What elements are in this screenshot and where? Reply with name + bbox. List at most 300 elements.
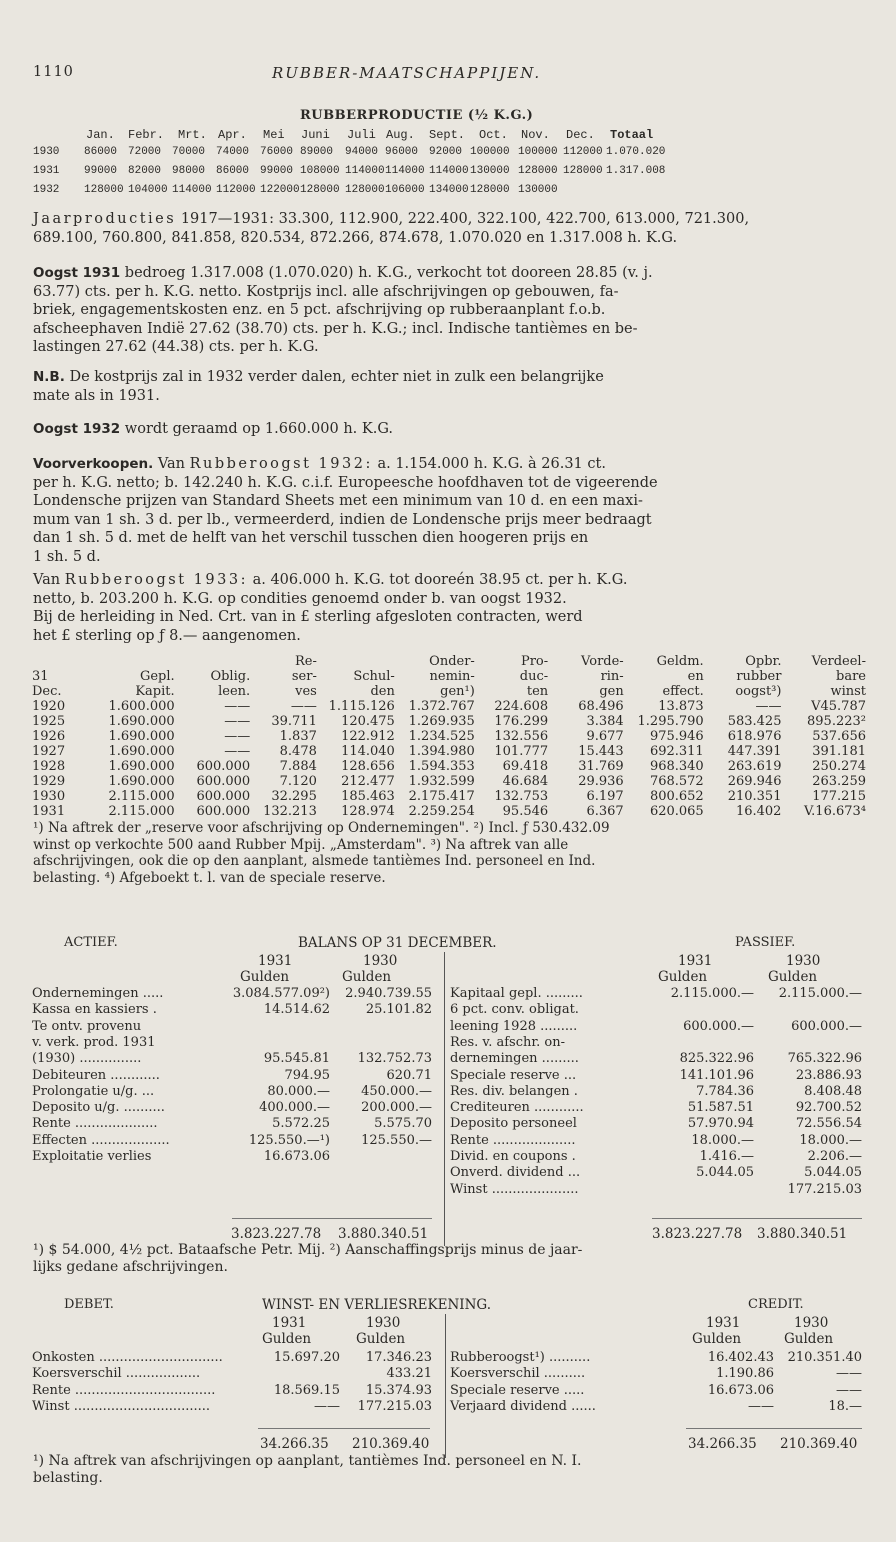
value-cell: —— — [224, 729, 251, 744]
value-cell: 1.690.000 — [108, 759, 175, 774]
year-cell: 1927 — [32, 744, 66, 759]
account-label: leening 1928 ......... — [450, 1018, 578, 1034]
value-cell: 99000 — [84, 165, 118, 177]
value-cell: 31.769 — [578, 759, 624, 774]
account-row — [450, 1149, 866, 1164]
value-cell: 1.594.353 — [408, 759, 475, 774]
header-cell: en — [687, 669, 704, 684]
passief-title: PASSIEF. — [735, 935, 796, 950]
account-label: Onkosten .............................. — [32, 1350, 223, 1365]
balans-title: BALANS OP 31 DECEMBER. — [298, 935, 497, 951]
value-cell: 1.317.008 — [606, 165, 666, 177]
header-cell: ser- — [291, 669, 317, 684]
value-cell: 128000 — [518, 165, 558, 177]
account-label: Prolongatie u/g. ... — [32, 1083, 155, 1099]
header-cell: gen¹) — [440, 684, 475, 699]
value-cell: 128.974 — [341, 804, 395, 819]
value-cell: 7.884 — [279, 759, 317, 774]
text-line: 1 sh. 5 d. — [33, 548, 101, 565]
account-value: 2.940.739.55 — [345, 986, 432, 1001]
account-value: 72.556.54 — [795, 1116, 862, 1132]
text-line: Londensche prijzen van Standard Sheets met een minimum van 10 d. en een maxi- — [33, 493, 643, 509]
production-title: RUBBERPRODUCTIE (½ K.G.) — [300, 108, 534, 123]
value-cell: 114.040 — [341, 744, 395, 759]
value-cell: 975.946 — [649, 729, 704, 744]
account-value: 16.402.43 — [707, 1350, 774, 1365]
actief-total-1931: 3.823.227.78 — [231, 1226, 322, 1242]
account-row — [450, 986, 866, 1001]
text-line: 63.77) cts. per h. K.G. netto. Kostprijs incl. alle afschrijvingen op gebouwen, fa- — [33, 283, 619, 300]
account-value: 15.374.93 — [365, 1382, 432, 1398]
text-line: mate als in 1931. — [33, 387, 160, 404]
month-header: Juli — [347, 128, 376, 142]
month-header: Febr. — [128, 128, 165, 142]
account-label: Exploitatie verlies — [32, 1149, 152, 1164]
account-label: Koersverschil .................. — [32, 1366, 201, 1382]
text-line: dan 1 sh. 5 d. met de helft van het verschil tusschen dien hoogeren prijs en — [33, 530, 589, 546]
account-row — [450, 1019, 866, 1034]
value-cell: 2.115.000 — [108, 804, 175, 819]
credit-title: CREDIT. — [748, 1297, 804, 1312]
value-cell: 391.181 — [812, 744, 866, 759]
value-cell: 1.269.935 — [408, 714, 475, 729]
header-cell — [319, 654, 397, 669]
account-row — [450, 1350, 866, 1365]
value-cell: 112000 — [563, 146, 603, 158]
month-header: Juni — [301, 128, 330, 142]
account-value: 80.000.— — [267, 1083, 330, 1099]
header-cell: duc- — [519, 669, 549, 684]
account-row — [32, 1002, 436, 1017]
history-row — [30, 744, 868, 759]
account-row — [32, 1350, 436, 1365]
unit-header: Gulden — [784, 1331, 834, 1347]
header-cell: 31 — [32, 669, 49, 684]
account-label: Ondernemingen ..... — [32, 986, 164, 1001]
unit-header: Gulden — [262, 1331, 312, 1347]
passief-total-1930: 3.880.340.51 — [757, 1226, 848, 1242]
value-cell: 1.690.000 — [108, 729, 175, 744]
account-value: 23.886.93 — [795, 1067, 862, 1083]
account-row — [32, 1084, 436, 1099]
debet-title: DEBET. — [64, 1297, 114, 1312]
value-cell: 600.000 — [196, 804, 251, 819]
value-cell: 82000 — [128, 165, 162, 177]
value-cell: 100000 — [518, 146, 558, 158]
account-row — [32, 1116, 436, 1131]
account-label: dernemingen ......... — [450, 1051, 579, 1067]
account-value: 17.346.23 — [365, 1350, 432, 1365]
value-cell: 177.215 — [812, 789, 866, 804]
value-cell: 134000 — [429, 184, 469, 196]
total-rule — [686, 1428, 862, 1429]
header-cell: Gepl. — [139, 669, 175, 684]
account-value: 18.— — [828, 1398, 862, 1414]
account-value: —— — [748, 1398, 774, 1414]
footnote-line: belasting. ⁴) Afgeboekt t. l. van de speciale reserve. — [33, 869, 386, 886]
history-table — [30, 654, 868, 819]
year-cell: 1920 — [32, 699, 66, 714]
value-cell: 1.837 — [279, 729, 317, 744]
account-label: Rente .................................. — [32, 1382, 216, 1398]
header-cell: Verdeel- — [811, 654, 866, 669]
value-cell: 108000 — [300, 165, 340, 177]
value-cell: 94000 — [345, 146, 379, 158]
header-cell — [177, 654, 253, 669]
account-value: 5.572.25 — [272, 1116, 330, 1132]
value-cell: 6.197 — [586, 789, 624, 804]
passief-total-1931: 3.823.227.78 — [652, 1226, 743, 1242]
actief-total-1930: 3.880.340.51 — [338, 1226, 429, 1242]
history-header-row — [30, 684, 868, 699]
year-cell: 1926 — [32, 729, 66, 744]
unit-header: Gulden — [692, 1331, 742, 1347]
account-row — [450, 1133, 866, 1148]
production-text — [33, 210, 865, 247]
header-cell: Onder- — [429, 654, 475, 669]
account-value: 15.697.20 — [273, 1350, 340, 1365]
year-cell: 1925 — [32, 714, 66, 729]
account-value: 95.545.81 — [263, 1051, 330, 1067]
year-cell: 1929 — [32, 774, 66, 789]
unit-header: Gulden — [342, 969, 392, 985]
account-label: Winst ................................. — [32, 1398, 211, 1414]
year-header: 1931 — [258, 953, 293, 969]
voorverkoop-lead: Voorverkoopen. — [33, 456, 154, 472]
value-cell: 1.690.000 — [108, 744, 175, 759]
account-value: 2.115.000.— — [670, 986, 754, 1001]
value-cell: —— — [290, 699, 317, 714]
footnote-line: ¹) $ 54.000, 4½ pct. Bataafsche Petr. Mij. ²) Aanschaffingsprijs minus de jaar- — [33, 1242, 583, 1258]
value-cell: 76000 — [260, 146, 294, 158]
account-value: 5.575.70 — [374, 1116, 432, 1132]
value-cell: 132.213 — [263, 804, 317, 819]
value-cell: 92000 — [429, 146, 463, 158]
text-line: mum van 1 sh. 3 d. per lb., vermeerderd, indien de Londensche prijs meer bedraagt — [33, 511, 652, 528]
account-value: 600.000.— — [791, 1018, 862, 1034]
value-cell: 1.234.525 — [408, 729, 475, 744]
account-row — [32, 1366, 436, 1381]
nb-lead: N.B. — [33, 369, 65, 385]
account-value: 18.000.— — [691, 1132, 754, 1148]
account-label: Effecten ................... — [32, 1132, 170, 1148]
oogst-1931-lead: Oogst 1931 — [33, 265, 121, 281]
account-label: Kassa en kassiers . — [32, 1002, 157, 1018]
account-label: Te ontv. provenu — [32, 1018, 142, 1034]
header-cell: Schul- — [353, 669, 395, 684]
account-label: Divid. en coupons . — [450, 1149, 576, 1164]
year-header: 1931 — [706, 1315, 741, 1331]
header-cell: den — [370, 684, 395, 699]
account-label: Kapitaal gepl. ......... — [450, 986, 583, 1001]
account-value: —— — [836, 1366, 862, 1382]
footnote-line: ¹) Na aftrek van afschrijvingen op aanplant, tantièmes Ind. personeel en N. I. — [33, 1453, 582, 1469]
text-line: bedroeg 1.317.008 (1.070.020) h. K.G., verkocht tot dooreen 28.85 (v. j. — [124, 265, 653, 281]
value-cell: 72000 — [128, 146, 162, 158]
total-rule — [652, 1218, 862, 1219]
value-cell: 104000 — [128, 184, 168, 196]
header-cell — [30, 654, 88, 669]
value-cell: 128000 — [345, 184, 385, 196]
voorverkoop-text — [33, 455, 865, 566]
year-header: 1930 — [786, 953, 821, 969]
value-cell: 128000 — [300, 184, 340, 196]
value-cell: 210.351 — [727, 789, 782, 804]
text-line: 1917—1931: 33.300, 112.900, 222.400, 322.100, 422.700, 613.000, 721.300, — [180, 211, 750, 227]
value-cell: 106000 — [385, 184, 425, 196]
text-line: wordt geraamd op 1.660.000 h. K.G. — [124, 421, 394, 437]
account-value: 125.550.— — [361, 1132, 432, 1148]
account-value: 92.700.52 — [795, 1100, 862, 1116]
account-value: 14.514.62 — [263, 1002, 330, 1018]
footnote-line: ¹) Na aftrek der „reserve voor afschrijving op Ondernemingen". ²) Incl. ƒ 530.432.09 — [33, 820, 610, 836]
value-cell: 89000 — [300, 146, 334, 158]
value-cell: 537.656 — [812, 729, 866, 744]
total-rule — [232, 1218, 432, 1219]
header-cell: leen. — [218, 684, 251, 699]
value-cell: 263.619 — [727, 759, 782, 774]
account-value: 7.784.36 — [696, 1083, 754, 1099]
header-cell: Pro- — [520, 654, 549, 669]
value-cell: 583.425 — [727, 714, 782, 729]
value-cell: 447.391 — [727, 744, 782, 759]
account-row — [450, 1100, 866, 1115]
value-cell: 128000 — [470, 184, 510, 196]
wv-divider — [445, 1314, 446, 1458]
credit-column — [450, 1350, 866, 1420]
value-cell: 1.295.790 — [637, 714, 704, 729]
account-label: Rente .................... — [450, 1132, 576, 1148]
value-cell: 16.402 — [735, 804, 782, 819]
value-cell: 39.711 — [271, 714, 317, 729]
account-label: Winst ..................... — [450, 1181, 579, 1197]
debet-total-1931: 34.266.35 — [260, 1436, 329, 1452]
text-span: Rubberoogst 1932: — [189, 456, 373, 472]
value-cell: 46.684 — [502, 774, 549, 789]
header-cell: effect. — [662, 684, 704, 699]
header-cell — [88, 654, 177, 669]
history-row — [30, 714, 868, 729]
history-row — [30, 759, 868, 774]
passief-column — [450, 986, 866, 1226]
account-value: 433.21 — [386, 1366, 432, 1382]
account-value: 794.95 — [284, 1067, 330, 1083]
value-cell: 6.367 — [586, 804, 624, 819]
text-span: Van — [33, 572, 61, 588]
footnote-line: afschrijvingen, ook die op den aanplant, alsmede tantièmes Ind. personeel en Ind. — [33, 853, 596, 869]
account-value: 8.408.48 — [804, 1083, 862, 1099]
account-row — [450, 1399, 866, 1414]
unit-header: Gulden — [356, 1331, 406, 1347]
value-cell: 600.000 — [196, 789, 251, 804]
history-footnotes — [33, 820, 865, 886]
month-header: Jan. — [86, 128, 115, 142]
value-cell: 212.477 — [341, 774, 395, 789]
oogst-1932-lead: Oogst 1932 — [33, 421, 121, 437]
unit-header: Gulden — [240, 969, 290, 985]
year-header: 1930 — [363, 953, 398, 969]
account-row — [32, 1051, 436, 1066]
credit-total-1931: 34.266.35 — [688, 1436, 757, 1452]
voorverkoop-1933-text — [33, 571, 865, 645]
text-line: De kostprijs zal in 1932 verder dalen, echter niet in zulk een belangrijke — [69, 369, 604, 385]
account-value: 25.101.82 — [365, 1002, 432, 1018]
month-header: Sept. — [429, 128, 466, 142]
account-value: —— — [314, 1398, 340, 1414]
jaarproducties-lead: Jaarproducties — [33, 211, 177, 227]
value-cell: 7.120 — [279, 774, 317, 789]
account-label: Speciale reserve ..... — [450, 1382, 585, 1398]
account-value: 765.322.96 — [787, 1051, 862, 1067]
value-cell: —— — [224, 744, 251, 759]
text-line: per h. K.G. netto; b. 142.240 h. K.G. c.i.f. Europeesche hoofdhaven tot de vigeerende — [33, 474, 658, 491]
text-line: 689.100, 760.800, 841.858, 820.534, 872.266, 874.678, 1.070.020 en 1.317.008 h. K.G. — [33, 229, 678, 246]
account-row — [450, 1165, 866, 1180]
value-cell: 968.340 — [649, 759, 704, 774]
value-cell: 100000 — [470, 146, 510, 158]
text-line: Bij de herleiding in Ned. Crt. van in £ sterling afgesloten contracten, werd — [33, 609, 583, 625]
account-row — [32, 1068, 436, 1083]
text-line: netto, b. 203.200 h. K.G. op condities genoemd onder b. van oogst 1932. — [33, 590, 567, 607]
month-header: Totaal — [610, 128, 654, 142]
account-value: 18.000.— — [799, 1132, 862, 1148]
value-cell: 269.946 — [727, 774, 782, 789]
value-cell: 86000 — [84, 146, 118, 158]
value-cell: 95.546 — [502, 804, 549, 819]
account-label: Verjaard dividend ...... — [450, 1398, 596, 1414]
header-cell: bare — [836, 669, 866, 684]
value-cell: 68.496 — [578, 699, 624, 714]
account-row — [450, 1035, 866, 1050]
value-cell: —— — [755, 699, 782, 714]
value-cell: 692.311 — [649, 744, 704, 759]
year-header: 1930 — [794, 1315, 829, 1331]
account-label: Res. div. belangen . — [450, 1083, 578, 1099]
value-cell: 114000 — [345, 165, 385, 177]
month-header: Mrt. — [178, 128, 207, 142]
account-value: 450.000.— — [361, 1083, 432, 1099]
text-line: briek, engagementskosten enz. en 5 pct. afschrijving op rubberaanplant f.o.b. — [33, 302, 606, 318]
account-value: 600.000.— — [683, 1018, 754, 1034]
year-cell: 1931 — [32, 804, 66, 819]
history-header-row — [30, 654, 868, 669]
balans-footnotes — [33, 1242, 865, 1276]
month-header: Dec. — [566, 128, 595, 142]
value-cell: 69.418 — [502, 759, 549, 774]
header-cell: oogst³) — [735, 684, 782, 699]
month-header: Nov. — [521, 128, 550, 142]
history-header-row — [30, 669, 868, 684]
header-cell: nemin- — [429, 669, 475, 684]
value-cell: 176.299 — [494, 714, 549, 729]
account-label: Speciale reserve ... — [450, 1067, 577, 1083]
header-cell: ten — [526, 684, 549, 699]
wv-title: WINST- EN VERLIESREKENING. — [262, 1297, 492, 1313]
value-cell: 3.384 — [586, 714, 624, 729]
text-span: Van — [157, 456, 185, 472]
header-cell: rin- — [600, 669, 624, 684]
value-cell: 122.912 — [341, 729, 395, 744]
year-header: 1930 — [366, 1315, 401, 1331]
account-row — [32, 1019, 436, 1034]
account-row — [450, 1002, 866, 1017]
value-cell: 114000 — [429, 165, 469, 177]
value-cell: 1.932.599 — [408, 774, 475, 789]
account-row — [32, 1383, 436, 1398]
value-cell: V45.787 — [811, 699, 866, 714]
account-value: 5.044.05 — [696, 1165, 754, 1181]
account-value: 132.752.73 — [357, 1051, 432, 1067]
value-cell: 2.175.417 — [408, 789, 475, 804]
value-cell: 800.652 — [649, 789, 704, 804]
header-cell: Vorde- — [581, 654, 624, 669]
value-cell: 74000 — [216, 146, 250, 158]
account-value: —— — [836, 1382, 862, 1398]
text-line: het £ sterling op ƒ 8.— aangenomen. — [33, 627, 301, 644]
account-row — [450, 1182, 866, 1197]
account-label: Onverd. dividend ... — [450, 1165, 581, 1181]
account-label: v. verk. prod. 1931 — [32, 1034, 156, 1050]
value-cell: 96000 — [385, 146, 419, 158]
year-cell: 1930 — [33, 146, 60, 158]
year-cell: 1928 — [32, 759, 66, 774]
account-row — [32, 1133, 436, 1148]
header-cell: ves — [295, 684, 317, 699]
text-span: Rubberoogst 1933: — [64, 572, 248, 588]
account-label: 6 pct. conv. obligat. — [450, 1002, 579, 1018]
value-cell: 122000 — [260, 184, 300, 196]
value-cell: 128000 — [563, 165, 603, 177]
value-cell: 600.000 — [196, 759, 251, 774]
footnote-line: belasting. — [33, 1470, 103, 1486]
wv-footnotes — [33, 1453, 865, 1487]
unit-header: Gulden — [658, 969, 708, 985]
value-cell: 185.463 — [341, 789, 395, 804]
value-cell: 132.556 — [494, 729, 549, 744]
account-value: 57.970.94 — [687, 1116, 754, 1132]
value-cell: 263.259 — [812, 774, 866, 789]
header-cell: Opbr. — [745, 654, 782, 669]
history-body — [30, 699, 868, 819]
header-cell: Re- — [294, 654, 317, 669]
footnote-line: lijks gedane afschrijvingen. — [33, 1259, 228, 1275]
year-cell: 1930 — [32, 789, 66, 804]
header-cell: Oblig. — [210, 669, 251, 684]
value-cell: 101.777 — [494, 744, 549, 759]
account-label: Rubberoogst¹) .......... — [450, 1350, 591, 1365]
value-cell: 1.372.767 — [408, 699, 475, 714]
account-label: Koersverschil .......... — [450, 1366, 586, 1382]
footnote-line: winst op verkochte 500 aand Rubber Mpij. „Amsterdam". ³) Na aftrek van alle — [33, 836, 569, 853]
value-cell: 1.690.000 — [108, 774, 175, 789]
year-cell: 1931 — [33, 165, 60, 177]
history-row — [30, 729, 868, 744]
value-cell: 70000 — [172, 146, 206, 158]
header-cell: Dec. — [32, 684, 62, 699]
value-cell: 1.690.000 — [108, 714, 175, 729]
account-label: Crediteuren ............ — [450, 1100, 584, 1116]
account-row — [450, 1366, 866, 1381]
nb-text — [33, 368, 865, 405]
account-label: Res. v. afschr. on- — [450, 1034, 566, 1050]
value-cell: 130000 — [518, 184, 558, 196]
account-row — [32, 986, 436, 1001]
unit-header: Gulden — [768, 969, 818, 985]
value-cell: 620.065 — [649, 804, 704, 819]
value-cell: 768.572 — [649, 774, 704, 789]
value-cell: 99000 — [260, 165, 294, 177]
account-value: 3.084.577.09²) — [232, 986, 330, 1001]
